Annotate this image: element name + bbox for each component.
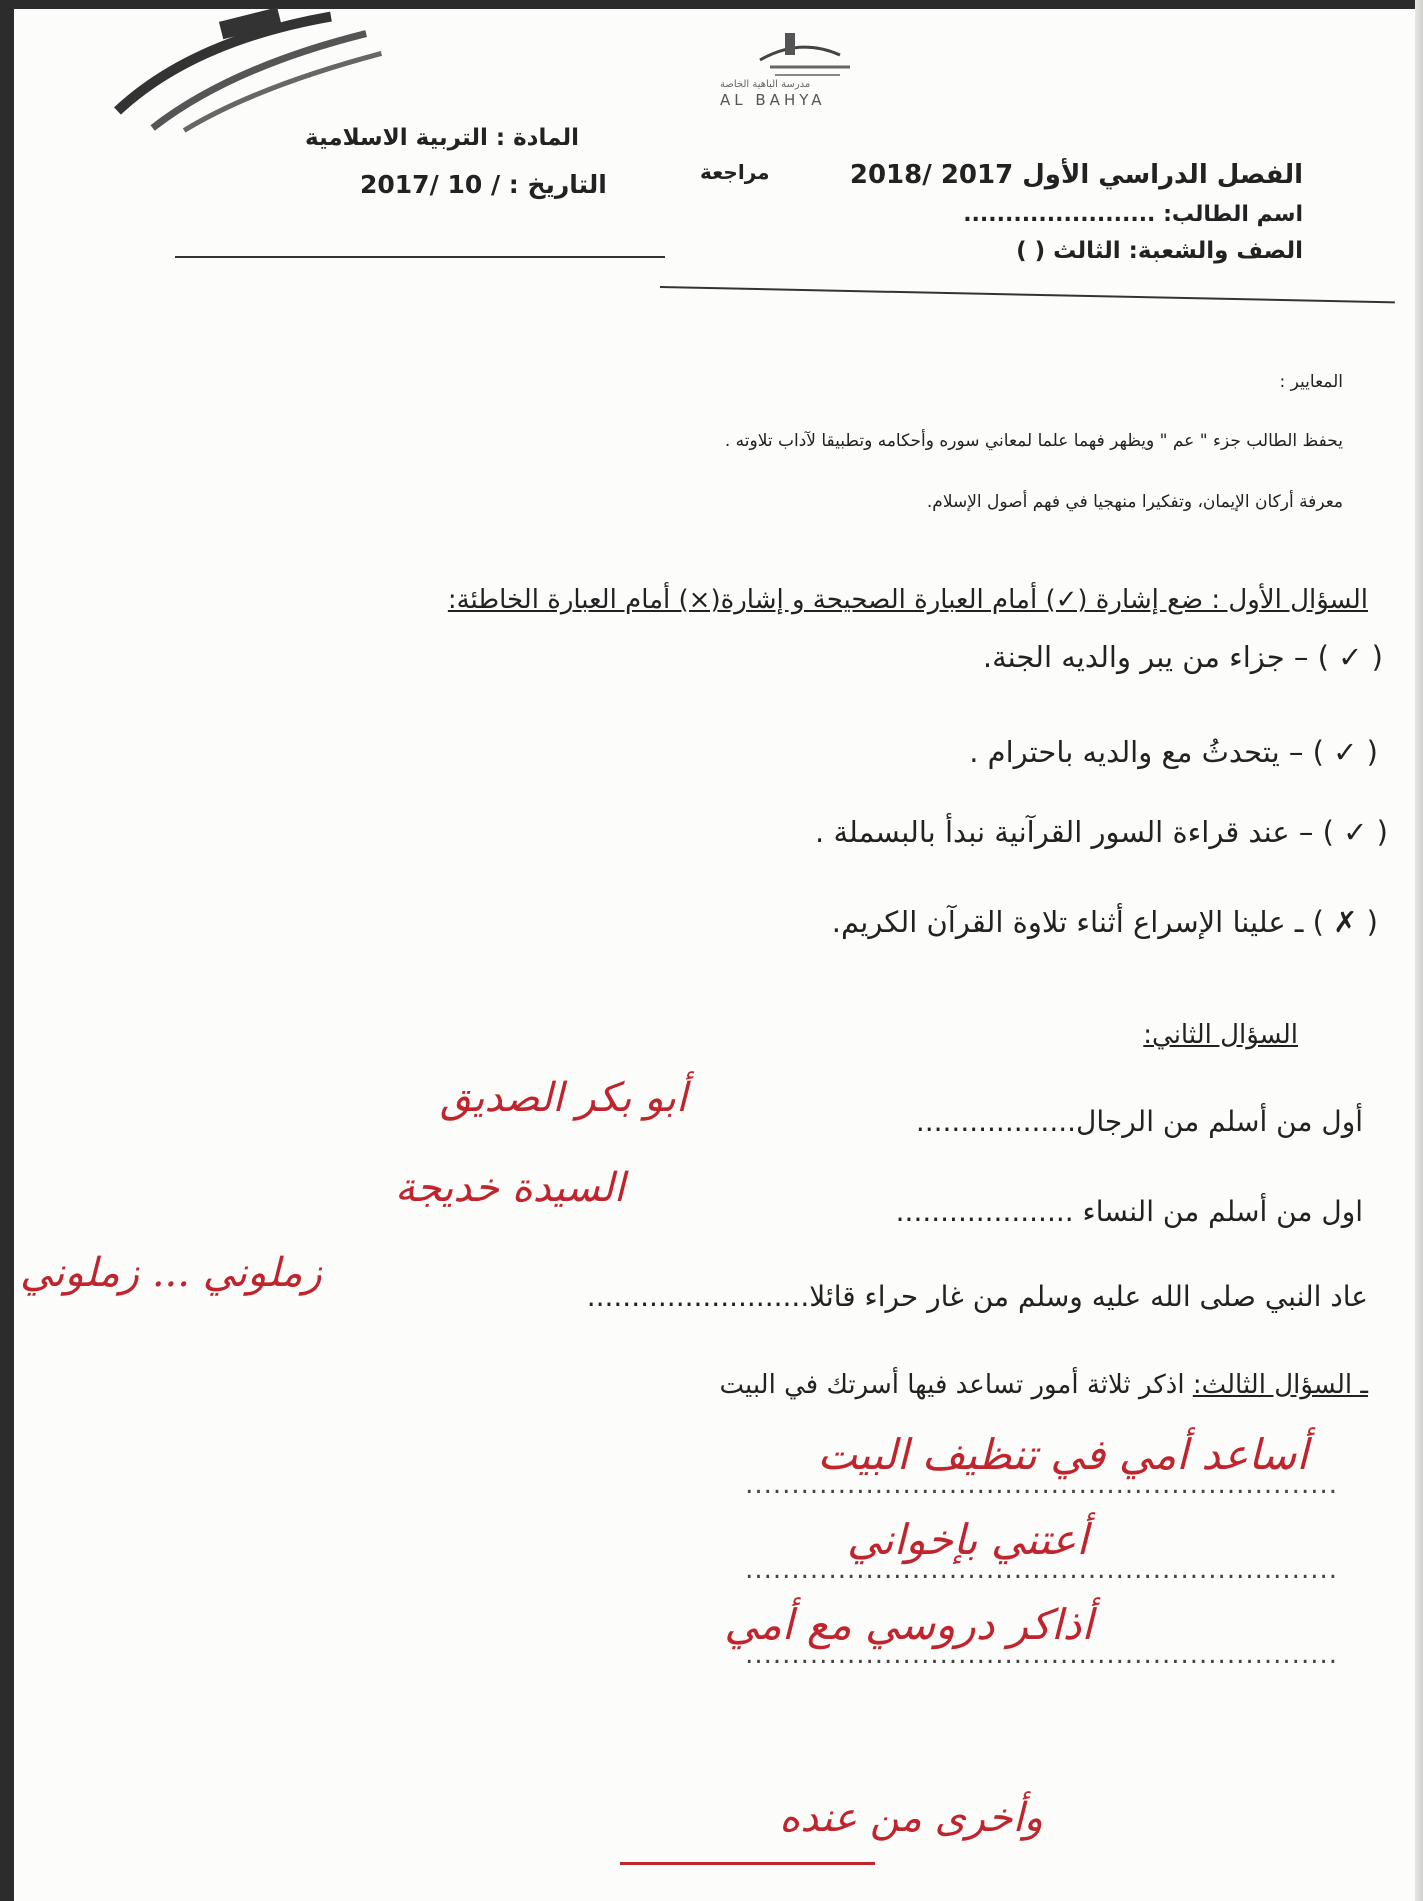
page-border-left (0, 0, 14, 1901)
logo-text: AL BAHYA (720, 91, 826, 109)
footer-underline (620, 1862, 875, 1865)
q2-prompt-3: عاد النبي صلى الله عليه وسلم من غار حراء قائلا......................... (586, 1280, 1368, 1313)
school-logo-icon (690, 25, 910, 85)
handwritten-footer-note: وأخرى من عنده (779, 1795, 1043, 1841)
q2-answer-2: السيدة خديجة (395, 1165, 625, 1211)
q3-answer-1: أساعد أمي في تنظيف البيت (817, 1430, 1308, 1479)
q3-dotline-1: ................................................................ (745, 1470, 1338, 1500)
q3-dotline-3: ................................................................ (745, 1640, 1338, 1670)
date-label: التاريخ : / 10 /2017 (360, 170, 607, 199)
q3-answer-3: أذاكر دروسي مع أمي (724, 1600, 1093, 1649)
q3-answer-2: أعتني بإخواني (847, 1515, 1088, 1564)
q2-prompt-2: اول من أسلم من النساء .................... (895, 1195, 1363, 1228)
school-logo (690, 25, 910, 115)
header-rule-left (175, 256, 665, 258)
class-section-field: الصف والشعبة: الثالث ( ) (1016, 238, 1303, 264)
q2-answer-3: زملوني ... زملوني (20, 1250, 322, 1296)
review-label: مراجعة (700, 160, 770, 184)
q2-line-3 (587, 1280, 1368, 1313)
header-rule-right (660, 286, 1395, 303)
q1-item-2: ( ✓ ) – يتحدثُ مع والديه باحترام . (969, 735, 1378, 769)
question-2-title: السؤال الثاني: (1143, 1020, 1298, 1050)
q2-line-1 (916, 1105, 1363, 1138)
question-3-prompt: اذكر ثلاثة أمور تساعد فيها أسرتك في البيت (719, 1370, 1185, 1400)
q1-item-4: ( ✗ ) ـ علينا الإسراع أثناء تلاوة القرآن الكريم. (831, 905, 1378, 939)
criteria-line-1: يحفظ الطالب جزء " عم " ويظهر فهما علما لمعاني سوره وأحكامه وتطبيقا لآداب تلاوته . (724, 431, 1343, 451)
student-name-field: اسم الطالب: ....................... (963, 202, 1303, 227)
q3-dotline-2: ................................................................ (745, 1555, 1338, 1585)
question-1-title: السؤال الأول : ضع إشارة (✓) أمام العبارة الصحيحة و إشارة(×) أمام العبارة الخاطئة: (447, 585, 1368, 615)
semester-label: الفصل الدراسي الأول 2017 /2018 (849, 160, 1303, 190)
q2-prompt-1: أول من أسلم من الرجال.................. (915, 1105, 1363, 1138)
page-border-top (0, 0, 1423, 9)
logo-arabic-text: مدرسة الباهية الخاصة (720, 79, 811, 90)
q1-item-3: ( ✓ ) – عند قراءة السور القرآنية نبدأ بالبسملة . (815, 815, 1388, 849)
q2-answer-1: أبو بكر الصديق (440, 1075, 688, 1121)
q1-item-1: ( ✓ ) – جزاء من يبر والديه الجنة. (982, 640, 1383, 674)
question-3-line (719, 1370, 1368, 1400)
subject-label: المادة : التربية الاسلامية (305, 125, 580, 151)
criteria-line-2: معرفة أركان الإيمان، وتفكيرا منهجيا في فهم أصول الإسلام. (926, 492, 1343, 512)
criteria-title: المعايير : (1279, 372, 1343, 392)
question-3-title: ـ السؤال الثالث: (1192, 1370, 1368, 1400)
page-edge-shadow (1415, 0, 1423, 1901)
q2-line-2 (896, 1195, 1363, 1228)
